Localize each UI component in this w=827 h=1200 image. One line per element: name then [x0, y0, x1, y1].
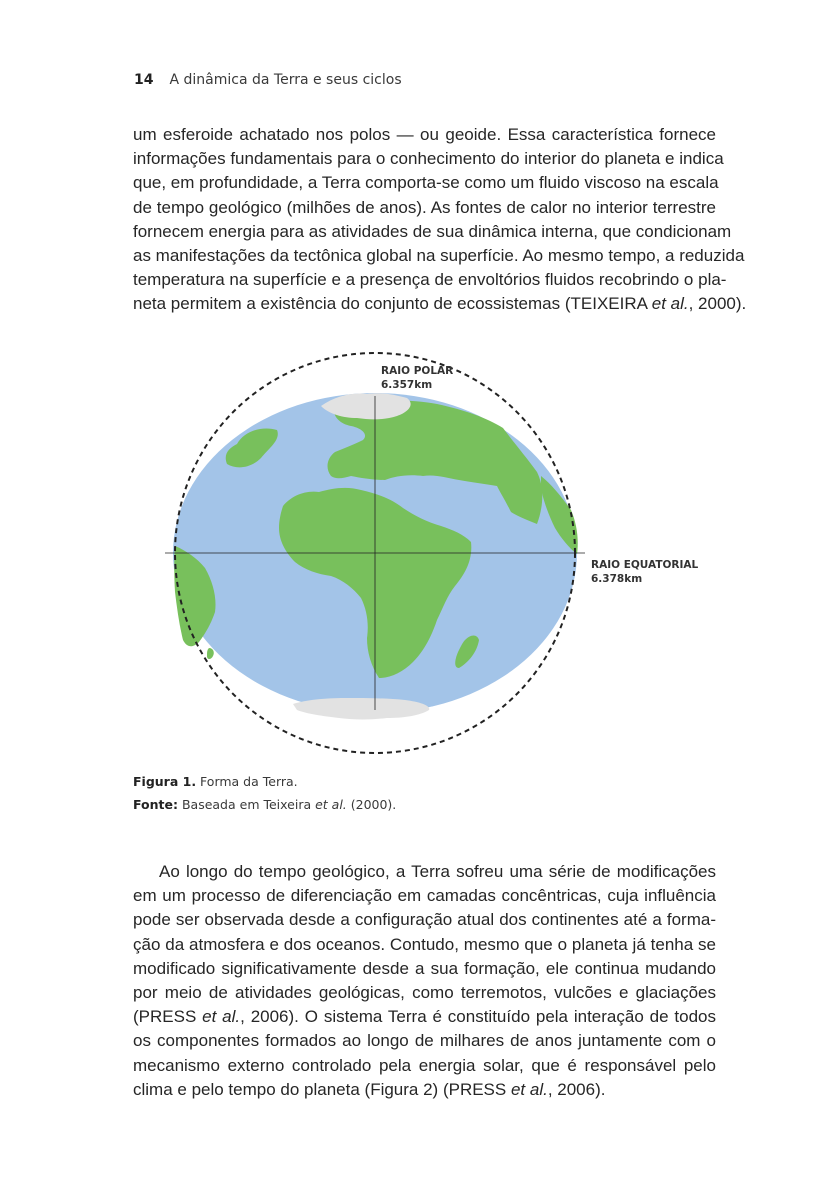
text-line: temperatura na superfície e a presença de envoltórios fluidos recobrindo o pla- — [133, 270, 727, 290]
body-paragraph-1 — [133, 123, 747, 317]
citation-etal: et al. — [651, 294, 689, 314]
polar-radius-label: RAIO POLAR — [381, 365, 454, 377]
figure-caption — [133, 774, 298, 789]
text-line: um esferoide achatado nos polos — ou geoide. Essa característica fornece — [133, 125, 716, 144]
running-header — [134, 72, 402, 88]
figure-label: Figura 1. — [133, 774, 197, 789]
page-number: 14 — [134, 72, 154, 88]
text-line: fornecem energia para as atividades de sua dinâmica interna, que condicionam — [133, 221, 732, 241]
text-line: mecanismo externo controlado pela energia solar, que é responsável pelo — [133, 1055, 716, 1075]
text-run: , 2000). — [688, 294, 747, 314]
citation-etal: et al. — [315, 797, 347, 812]
figure-caption-text: Forma da Terra. — [196, 774, 298, 789]
text-line: os componentes formados ao longo de milhares de anos juntamente com o — [133, 1031, 716, 1051]
source-text: Baseada em Teixeira — [177, 797, 316, 812]
text-line: pode ser observada desde a configuração atual dos continentes até a forma- — [133, 910, 716, 930]
text-line: Ao longo do tempo geológico, a Terra sofreu uma série de modificações — [159, 862, 716, 881]
text-line: de tempo geológico (milhões de anos). As fontes de calor no interior terrestre — [133, 197, 716, 217]
south-ice-cap — [293, 698, 429, 720]
source-label: Fonte: — [133, 797, 178, 812]
text-run: , 2006). O sistema Terra é constituído pela interação de todos — [240, 1007, 716, 1027]
text-line — [133, 1078, 716, 1102]
text-line: que, em profundidade, a Terra comporta-se como um fluido viscoso na escala — [133, 173, 719, 193]
text-line: modificado significativamente desde a sua formação, ele continua mudando — [133, 958, 716, 978]
text-line: por meio de atividades geológicas, como terremotos, vulcões e glaciações — [133, 983, 716, 1003]
equatorial-radius-value: 6.378km — [591, 573, 643, 585]
text-line: em um processo de diferenciação em camadas concêntricas, cuja influência — [133, 886, 716, 906]
running-title: A dinâmica da Terra e seus ciclos — [169, 72, 402, 88]
citation-etal: et al. — [202, 1007, 241, 1027]
text-run: neta permitem a existência do conjunto de ecossistemas (TEIXEIRA — [133, 294, 652, 314]
citation-etal: et al. — [510, 1079, 548, 1099]
body-paragraph-2 — [133, 860, 716, 1102]
text-line — [133, 292, 747, 316]
figure-source — [133, 797, 396, 812]
polar-radius-value: 6.357km — [381, 379, 433, 391]
earth-shape-figure — [165, 348, 705, 760]
text-run: clima e pelo tempo do planeta (Figura 2) (PRESS — [133, 1079, 511, 1099]
text-run: , 2006). — [547, 1079, 606, 1099]
equatorial-radius-label: RAIO EQUATORIAL — [591, 559, 699, 571]
text-line: as manifestações da tectônica global na superfície. Ao mesmo tempo, a reduzida — [133, 246, 745, 266]
south-america-tip-shape — [207, 648, 214, 659]
text-line: informações fundamentais para o conhecimento do interior do planeta e indica — [133, 149, 724, 169]
source-text: (2000). — [346, 797, 397, 812]
text-line: ção da atmosfera e dos oceanos. Contudo, mesmo que o planeta já tenha se — [133, 934, 716, 954]
text-run: (PRESS — [133, 1007, 203, 1027]
text-line — [133, 1005, 716, 1029]
